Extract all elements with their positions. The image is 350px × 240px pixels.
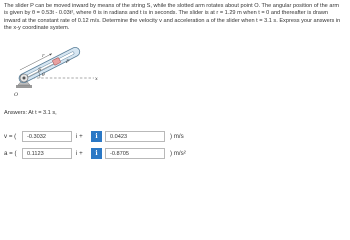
label-theta: θ	[42, 73, 45, 78]
ground-support	[16, 85, 32, 88]
label-r: r	[42, 53, 45, 59]
slotted-arm-figure	[2, 38, 112, 106]
velocity-j-unit: ) m/s	[170, 133, 184, 140]
label-x: x	[95, 76, 98, 82]
answers-heading: Answers: At t = 3.1 s,	[4, 110, 57, 116]
acceleration-j-input[interactable]: -0.8705	[105, 148, 165, 159]
label-p: P	[66, 59, 70, 65]
problem-statement: The slider P can be moved inward by means of the string S, while the slotted arm rotates about point O. The angular position of the arm is given by θ = 0.53t - 0.03t², where θ is in radians and t is in seconds. The slider is at r = 1.29 m when t = 0 and thereafter is drawn inward at the constant rate of 0.12 m/s. Determine the velocity v and acceleration a of the slider when t = 3.1 s. Express your answers in the x-y coordinate system.	[4, 3, 341, 32]
acceleration-label: a = (	[4, 150, 17, 157]
velocity-answer-row	[4, 131, 344, 145]
velocity-j-input[interactable]: 0.0423	[105, 131, 165, 142]
acceleration-answer-row	[4, 148, 344, 162]
acceleration-j-unit: ) m/s²	[170, 150, 186, 157]
label-s: S	[38, 67, 42, 73]
velocity-label: v = (	[4, 133, 17, 140]
acceleration-i-unit: i +	[76, 150, 83, 157]
velocity-i-unit: i +	[76, 133, 83, 140]
info-icon[interactable]: i	[91, 131, 102, 142]
acceleration-i-input[interactable]: 0.1123	[22, 148, 72, 159]
info-icon[interactable]: i	[91, 148, 102, 159]
label-o: O	[14, 92, 19, 98]
velocity-i-input[interactable]: -0.3032	[22, 131, 72, 142]
